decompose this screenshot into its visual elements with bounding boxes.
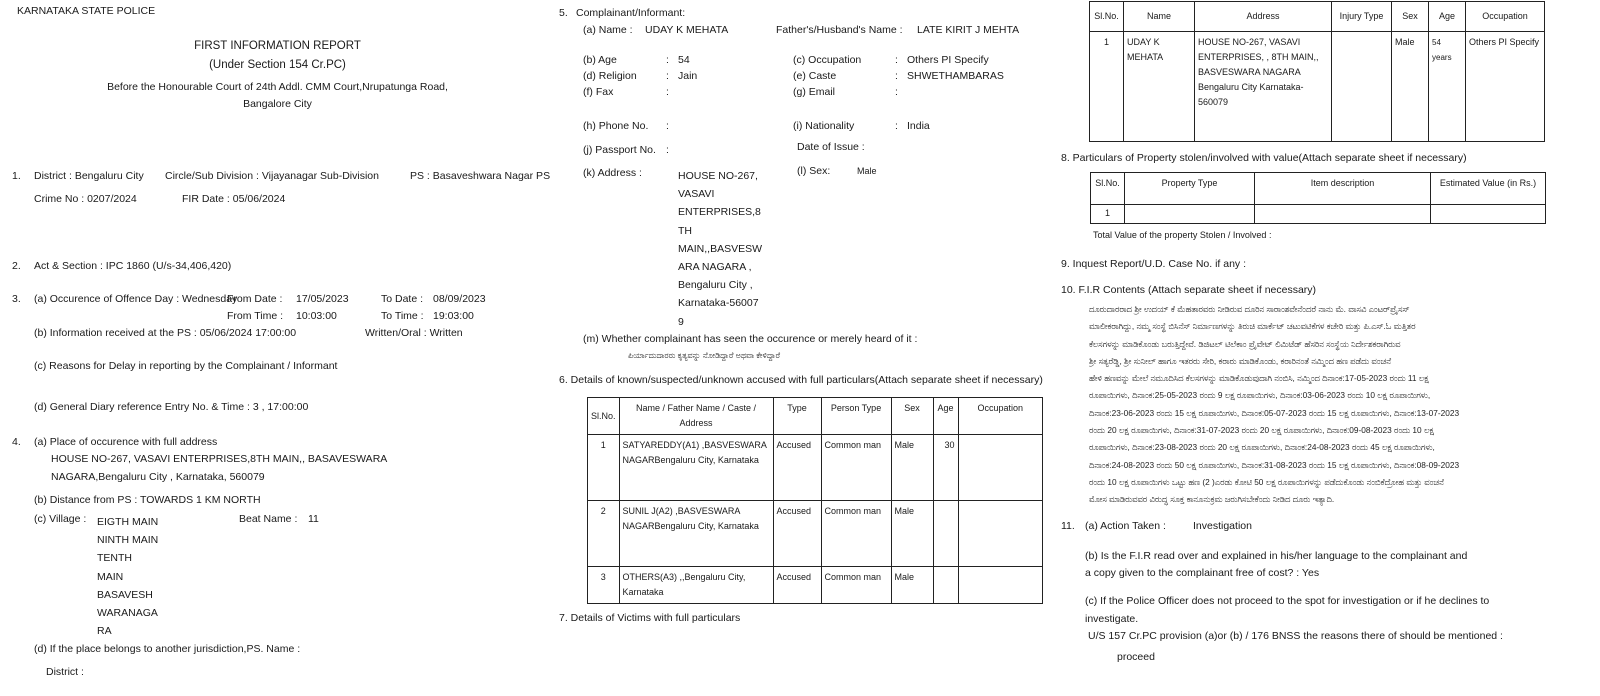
col-address: Address xyxy=(1195,2,1332,32)
col-item-description: Item description xyxy=(1255,173,1431,205)
col-occupation: Occupation xyxy=(1466,2,1545,32)
fir-line: ದಿನಾಂಕ:23-06-2023 ರಂದು 15 ಲಕ್ಷ ರೂಪಾಯಿಗಳು, ದಿನಾಂಕ:05-07-2023 ರಂದು 15 ಲಕ್ಷ ರೂಪಾಯಿಗಳು, ದಿನಾಂಕ:13-07-2023 xyxy=(1089,407,1460,418)
report-title: FIRST INFORMATION REPORT xyxy=(194,40,361,52)
passport-label: (j) Passport No. xyxy=(583,144,656,156)
accused-sex: Male xyxy=(891,435,933,501)
fir-line: ರೂಪಾಯಿಗಳು, ದಿನಾಂಕ:23-08-2023 ರಂದು 20 ಲಕ್ಷ ರೂಪಾಯಿಗಳು, ದಿನಾಂಕ:24-08-2023 ರಂದು 45 ಲಕ್ಷ ರೂಪಾಯಿಗಳು, xyxy=(1089,442,1435,453)
col-age: Age xyxy=(933,398,958,435)
fir-line: ದೂರುದಾರರಾದ ಶ್ರೀ ಉದಯ್ ಕೆ ಮೆಹತಾರವರು ನೀಡಿರುವ ದೂರಿನ ಸಾರಾಂಶವೇನೆಂದರೆ ನಾನು ಮೆ. ವಾಸವಿ ಎಂಟರ್‌ಪ್ರೈಸಸ್ xyxy=(1089,304,1410,314)
date-of-issue-label: Date of Issue : xyxy=(797,141,865,153)
fir-line: ರಂದು 10 ಲಕ್ಷ ರೂಪಾಯಿಗಳು ಒಟ್ಟು ಹಣ (2 )ಎರಡು ಕೋಟಿ 50 ಲಕ್ಷ ರೂಪಾಯಿಗಳನ್ನು ಪಡೆದುಕೊಂಡು ನಂಬಿಕೆದ್ರೋಹ ಮತ್ತು ವಂಚನೆ xyxy=(1089,476,1444,487)
col-name: Name xyxy=(1124,2,1195,32)
age-label: (b) Age xyxy=(583,54,617,66)
col-injury-type: Injury Type xyxy=(1332,2,1392,32)
court-line-1: Before the Honourable Court of 24th Addl. CMM Court,Nrupatunga Road, xyxy=(107,81,448,93)
beat-label: Beat Name : xyxy=(239,513,298,525)
property-header-row xyxy=(1091,173,1546,205)
accused-age xyxy=(933,501,958,567)
village-line: RA xyxy=(97,625,112,638)
col-occupation: Occupation xyxy=(958,398,1042,435)
accused-age xyxy=(933,567,958,604)
col-slno: Sl.No. xyxy=(1090,2,1124,32)
action-taken-label: (a) Action Taken : xyxy=(1085,520,1166,532)
inquest-report: 9. Inquest Report/U.D. Case No. if any : xyxy=(1061,258,1247,270)
complainant-title: Complainant/Informant: xyxy=(576,7,686,19)
address-line: MAIN,,BASVESW xyxy=(678,242,763,255)
info-received: (b) Information received at the PS : 05/06/2024 17:00:00 xyxy=(34,327,297,339)
fir-read-over-2: a copy given to the complainant free of cost? : Yes xyxy=(1085,567,1320,579)
fir-contents-text xyxy=(1089,301,1577,509)
accused-header-row xyxy=(588,398,1043,435)
seen-or-heard-label: (m) Whether complainant has seen the occurence or merely heard of it : xyxy=(583,333,918,345)
officer-decline-3: U/S 157 Cr.PC provision (a)or (b) / 176 BNSS the reasons there of should be mentioned : xyxy=(1088,630,1503,642)
village-label: (c) Village : xyxy=(34,513,87,525)
complainant-sex: Male xyxy=(857,166,877,176)
accused-age: 30 xyxy=(933,435,958,501)
distance-from-ps: (b) Distance from PS : TOWARDS 1 KM NORTH xyxy=(34,494,261,506)
complainant-nationality: India xyxy=(907,120,930,132)
col-type: Type xyxy=(773,398,821,435)
accused-section-title: 6. Details of known/suspected/unknown accused with full particulars(Attach separate sheet if necessary) xyxy=(559,374,1043,386)
delay-reasons: (c) Reasons for Delay in reporting by the Complainant / Informant xyxy=(34,360,338,372)
accused-table xyxy=(587,397,1043,604)
complainant-age: 54 xyxy=(678,54,690,66)
accused-occupation xyxy=(958,501,1042,567)
col-estimated-value: Estimated Value (in Rs.) xyxy=(1431,173,1546,205)
victims-header-row xyxy=(1090,2,1545,32)
religion-label: (d) Religion xyxy=(583,70,637,82)
district: District : Bengaluru City xyxy=(34,170,144,182)
from-time: 10:03:00 xyxy=(296,310,337,322)
police-station: PS : Basaveshwara Nagar PS xyxy=(410,170,551,182)
fir-line: ಮಾಲೀಕರಾಗಿದ್ದು, ನಮ್ಮ ಸಂಸ್ಥೆ ಬಿಸಿನೆಸ್ ನಿರ್ಮಾಣಗಳನ್ನು ತಿರುಚಿ ಮಾರ್ಕೆಟ್ ಚಟುವಟಿಕೆಗಳ ಕಚೇರಿ ಮತ್ತು ಪಿ.ಎಸ್.ಓ ಮತ್ತಿತರ xyxy=(1089,321,1416,332)
table-row xyxy=(588,435,1043,501)
col-sex: Sex xyxy=(891,398,933,435)
address-line: 9 xyxy=(678,315,684,328)
court-line-2: Bangalore City xyxy=(243,98,312,110)
victim-address: HOUSE NO-267, VASAVI ENTERPRISES, , 8TH MAIN,, BASVESWARA NAGARA Bengaluru City Karnataka-560079 xyxy=(1195,32,1332,142)
property-total: Total Value of the property Stolen / Involved : xyxy=(1093,230,1272,240)
accused-type: Accused xyxy=(773,567,821,604)
accused-sl: 3 xyxy=(588,567,620,604)
complainant-occupation: Others PI Specify xyxy=(907,54,989,66)
col-sex: Sex xyxy=(1392,2,1429,32)
table-row xyxy=(1090,32,1545,142)
report-subtitle: (Under Section 154 Cr.PC) xyxy=(209,59,346,71)
beat-name: 11 xyxy=(308,513,319,525)
crime-number: Crime No : 0207/2024 xyxy=(34,193,137,205)
action-taken: Investigation xyxy=(1193,520,1252,532)
col-person-type: Person Type xyxy=(821,398,891,435)
property-table xyxy=(1090,172,1546,224)
to-time: 19:03:00 xyxy=(433,310,474,322)
victim-sl: 1 xyxy=(1090,32,1124,142)
fir-line: ಹೇಳಿ ಹಣವನ್ನು ಮೇಲೆ ನಮೂದಿಸಿದ ಕೆಲಸಗಳನ್ನು ಮಾಡಿಕೊಡುವುದಾಗಿ ನಂಬಿಸಿ, ನಮ್ಮಿಂದ ದಿನಾಂಕ:17-05-2023 ರಂದು 11 ಲಕ್ಷ xyxy=(1089,373,1429,384)
village-line: BASAVESH xyxy=(97,588,153,601)
property-value xyxy=(1431,205,1546,224)
complainant-name: UDAY K MEHATA xyxy=(645,24,729,36)
village-line: MAIN xyxy=(97,570,124,583)
email-label: (g) Email xyxy=(793,86,836,98)
victim-sex: Male xyxy=(1392,32,1429,142)
place-label: (a) Place of occurence with full address xyxy=(34,436,218,448)
place-address-2: NAGARA,Bengaluru City , Karnataka, 560079 xyxy=(51,471,265,483)
accused-type: Accused xyxy=(773,435,821,501)
officer-decline-1: (c) If the Police Officer does not proceed to the spot for investigation or if he declines to xyxy=(1085,595,1490,607)
from-time-label: From Time : xyxy=(227,310,284,322)
address-line: Karnataka-56007 xyxy=(678,297,759,310)
name-label: (a) Name : xyxy=(583,24,633,36)
sec1-num: 1. xyxy=(12,170,21,182)
victim-occupation: Others PI Specify xyxy=(1466,32,1545,142)
accused-person-type: Common man xyxy=(821,435,891,501)
col-property-type: Property Type xyxy=(1125,173,1255,205)
complainant-caste: SHWETHAMBARAS xyxy=(907,70,1004,82)
accused-person-type: Common man xyxy=(821,501,891,567)
accused-sl: 1 xyxy=(588,435,620,501)
officer-decline-reason: proceed xyxy=(1117,651,1155,663)
address-line: ARA NAGARA , xyxy=(678,261,752,274)
to-date-label: To Date : xyxy=(381,293,424,305)
victim-injury xyxy=(1332,32,1392,142)
to-time-label: To Time : xyxy=(381,310,424,322)
address-line: ENTERPRISES,8 xyxy=(678,206,761,219)
village-line: TENTH xyxy=(97,552,132,565)
village-line: NINTH MAIN xyxy=(97,534,159,547)
fir-line: ರೂಪಾಯಿಗಳು, ದಿನಾಂಕ:25-05-2023 ರಂದು 9 ಲಕ್ಷ ರೂಪಾಯಿಗಳು, ದಿನಾಂಕ:03-06-2023 ರಂದು 10 ಲಕ್ಷ ರೂಪಾಯಿಗಳು, xyxy=(1089,390,1431,401)
accused-sex: Male xyxy=(891,567,933,604)
village-line: WARANAGA xyxy=(97,607,158,620)
accused-sl: 2 xyxy=(588,501,620,567)
complainant-address xyxy=(678,167,762,331)
col-age: Age xyxy=(1429,2,1466,32)
fir-line: ಕೆಲಸಗಳನ್ನು ಮಾಡಿಕೊಂಡು ಬರುತ್ತಿದ್ದೇವೆ. ಡಿಜಿಟಲ್ ಟಿಲೆಕಾಂ ಪ್ರೈವೇಟ್ ಲಿಮಿಟೆಡ್ ಹೆಸರಿನ ಸಂಸ್ಥೆಯ ನಿರ್ದೇಶಕರಾಗಿರುವ xyxy=(1089,338,1401,349)
fir-line: ದಿನಾಂಕ:24-08-2023 ರಂದು 50 ಲಕ್ಷ ರೂಪಾಯಿಗಳು, ದಿನಾಂಕ:31-08-2023 ರಂದು 15 ಲಕ್ಷ ರೂಪಾಯಿಗಳು, ದಿನಾಂಕ:08-09-2023 xyxy=(1089,459,1460,470)
fir-contents-title: 10. F.I.R Contents (Attach separate sheet if necessary) xyxy=(1061,284,1317,296)
village-lines xyxy=(97,513,158,640)
victim-name: UDAY K MEHATA xyxy=(1124,32,1195,142)
accused-type: Accused xyxy=(773,501,821,567)
fir-document: KARNATAKA STATE POLICE FIRST INFORMATION REPORT (Under Section 154 Cr.PC) Before the Honourable Court of 24th Addl. CMM Court,Nrupatunga Road, Bangalore City 1. District : Bengaluru City Circle/Sub Division : Vijayanagar Sub-Division PS : Basaveshwara Nagar PS Crime No : 0207/2024 FIR Date : 05/06/2024 2. Act & Section : IPC 1860 (U/s-34,406,420) 3. (a) Occurence of Offence Day : Wednesday From Date : 17/05/2023 To Date : 08/09/2023 From Time : 10:03:00 To Time : 19:03:00 (b) Information received at the PS : 05/06/2024 17:00:00 Written/Oral : Written (c) Reasons for Delay in reporting by the Complainant / Informant (d) General Diary reference Entry No. & Time : 3 , 17:00:00 4. (a) Place of occurence with full address HOUSE NO-267, VASAVI ENTERPRISES,8TH MAIN,, BASAVESWARA NAGARA,Bengaluru City , Karnataka, 560079 (b) Distance from PS : TOWARDS 1 KM NORTH (c) Village : EIGTH MAIN NINTH MAIN TENTH MAIN BASAVESH WARANAGA RA Beat Name : 11 (d) If the place belongs to another jurisdiction,PS. Name : District : 5. Complainant/Informant: (a) Name : UDAY K MEHATA Father's/Husband's Name : LATE KIRIT J MEHTA (b) Age : 54 (c) Occupation : Others PI Specify (d) Religion : Jain (e) Caste : SHWETHAMBARAS (f) Fax : (g) Email : (h) Phone No. : (i) Nationality : India Date of Issue : (j) Passport No. : (k) Address : HOUSE NO-267, VASAVI ENTERPRISES,8 TH MAIN,,BASVESW ARA NAGARA , Bengaluru City , Karnataka-56007 9 (l) Sex: Male (m) Whether complainant has seen the occurence or merely heard of it : ಪಿರ್ಯಾದುದಾರರು ಕೃತ್ಯವನ್ನು ನೋಡಿದ್ದಾರೆ ಅಥವಾ ಕೇಳಿದ್ದಾರೆ 6. Details of known/suspected/unknown accused with full particulars(Attach separate sheet if necessary) Sl.No. Name / Father Name / Caste / Address Type Person Type Sex Age Occupation 1 SATYAREDDY(A1) ,BASVESWARA NAGARBengaluru City, Karnataka Accused Common man Male 30 2 SUNIL J(A2) ,BASVESWARA NAGARBengaluru City, Karnataka Accused Common man Male 3 OTHERS(A3) ,,Bengaluru City, Karnataka Accused Common man Male 7. Details of Victims with full particulars Sl.No. Name Address Injury Type Sex Age Occupation 1 UDAY K MEHATA HOUSE NO-267, VASAVI ENTERPRISES, , 8TH MAIN,, BASVESWARA NAGARA Bengaluru City Karnataka-560079 Male 54 years Others PI Specify 8. Particulars of Property stolen/involved with value(Attach separate sheet if necessary) Sl.No. Property Type Item description Estimated Value (in Rs.) 1 Total Value of the property Stolen / Involved : 9. Inquest Report/U.D. Case No. if any : 10. F.I.R Contents (Attach separate sheet if necessary) ದೂರುದಾರರಾದ ಶ್ರೀ ಉದಯ್ ಕೆ ಮೆಹತಾರವರು ನೀಡಿರುವ ದೂರಿನ ಸಾರಾಂಶವೇನೆಂದರೆ ನಾನು ಮೆ. ವಾಸವಿ ಎಂಟರ್‌ಪ್ರೈಸಸ್ ಮಾಲೀಕರಾಗಿದ್ದು, ನಮ್ಮ ಸಂಸ್ಥೆ ಬಿಸಿನೆಸ್ ನಿರ್ಮಾಣಗಳನ್ನು ತಿರುಚಿ ಮಾರ್ಕೆಟ್ ಚಟುವಟಿಕೆಗಳ ಕಚೇರಿ ಮತ್ತು ಪಿ.ಎಸ್.ಓ ಮತ್ತಿತರ ಕೆಲಸಗಳನ್ನು ಮಾಡಿಕೊಂಡು ಬರುತ್ತಿದ್ದೇವೆ. ಡಿಜಿಟಲ್ ಟಿಲೆಕಾಂ ಪ್ರೈವೇಟ್ ಲಿಮಿಟೆಡ್ ಹೆಸರಿನ ಸಂಸ್ಥೆಯ ನಿರ್ದೇಶಕರಾಗಿರುವ ಶ್ರೀ ಸತ್ಯರೆಡ್ಡಿ, ಶ್ರೀ ಸುನೀಲ್ ಹಾಗೂ ಇತರರು ಸೇರಿ, ಕರಾರು ಮಾಡಿಕೊಂಡು, ಕರಾರಿನಂತೆ ನಮ್ಮಿಂದ ಹಣ ಪಡೆದು ವಂಚನೆ ಹೇಳಿ ಹಣವನ್ನು ಮೇಲೆ ನಮೂದಿಸಿದ ಕೆಲಸಗಳನ್ನು ಮಾಡಿಕೊಡುವುದಾಗಿ ನಂಬಿಸಿ, ನಮ್ಮಿಂದ ದಿನಾಂಕ:17-05-2023 ರಂದು 11 ಲಕ್ಷ ರೂಪಾಯಿಗಳು, ದಿನಾಂಕ:25-05-2023 ರಂದು 9 ಲಕ್ಷ ರೂಪಾಯಿಗಳು, ದಿನಾಂಕ:03-06-2023 ರಂದು 10 ಲಕ್ಷ ರೂಪಾಯಿಗಳು, ದಿನಾಂಕ:23-06-2023 ರಂದು 15 ಲಕ್ಷ ರೂಪಾಯಿಗಳು, ದಿನಾಂಕ:05-07-2023 ರಂದು 15 ಲಕ್ಷ ರೂಪಾಯಿಗಳು, ದಿನಾಂಕ:13-07-2023 ರಂದು 20 ಲಕ್ಷ ರೂಪಾಯಿಗಳು, ದಿನಾಂಕ:31-07-2023 ರಂದು 20 ಲಕ್ಷ ರೂಪಾಯಿಗಳು, ದಿನಾಂಕ:09-08-2023 ರಂದು 10 ಲಕ್ಷ ರೂಪಾಯಿಗಳು, ದಿನಾಂಕ:23-08-2023 ರಂದು 20 ಲಕ್ಷ ರೂಪಾಯಿಗಳು, ದಿನಾಂಕ:24-08-2023 ರಂದು 45 ಲಕ್ಷ ರೂಪಾಯಿಗಳು, ದಿನಾಂಕ:24-08-2023 ರಂದು 50 ಲಕ್ಷ ರೂಪಾಯಿಗಳು, ದಿನಾಂಕ:31-08-2023 ರಂದು 15 ಲಕ್ಷ ರೂಪಾಯಿಗಳು, ದಿನಾಂಕ:08-09-2023 ರಂದು 10 ಲಕ್ಷ ರೂಪಾಯಿಗಳು ಒಟ್ಟು ಹಣ (2 )ಎರಡು ಕೋಟಿ 50 ಲಕ್ಷ ರೂಪಾಯಿಗಳನ್ನು ಪಡೆದುಕೊಂಡು ನಂಬಿಕೆದ್ರೋಹ ಮತ್ತು ವಂಚನೆ ಮೋಸ ಮಾಡಿರುವವರ ವಿರುದ್ಧ ಸೂಕ್ತ ಕಾನೂನುಕ್ರಮ ಜರುಗಿಸಬೇಕೆಂದು ನೀಡಿದ ದೂರು ಇತ್ಯಾದಿ. 11. (a) Action Taken : Investigation (b) Is the F.I.R read over and explained in his/her language to the complainant and a copy given to the complainant free of cost? : Yes (c) If the Police Officer does not proceed to the spot for investigation or if he declines to investigate. U/S 157 Cr.PC provision (a)or (b) / 176 BNSS the reasons there of should be mentioned : proceed xyxy=(0,0,1600,696)
property-type xyxy=(1125,205,1255,224)
written-oral: Written/Oral : Written xyxy=(365,327,463,339)
jurisdiction-district: District : xyxy=(46,666,84,678)
fir-date: FIR Date : 05/06/2024 xyxy=(182,193,286,205)
address-label: (k) Address : xyxy=(583,167,642,179)
accused-name: SUNIL J(A2) ,BASVESWARA NAGARBengaluru City, Karnataka xyxy=(619,501,773,567)
victims-table xyxy=(1089,1,1545,142)
address-line: HOUSE NO-267, xyxy=(678,170,758,182)
complainant-religion: Jain xyxy=(678,70,698,82)
other-jurisdiction: (d) If the place belongs to another jurisdiction,PS. Name : xyxy=(34,643,301,655)
officer-decline-2: investigate. xyxy=(1085,613,1139,625)
act-section: Act & Section : IPC 1860 (U/s-34,406,420) xyxy=(34,260,232,272)
from-date: 17/05/2023 xyxy=(296,293,349,305)
victim-age: 54 years xyxy=(1429,32,1466,142)
accused-sex: Male xyxy=(891,501,933,567)
col-slno: Sl.No. xyxy=(1091,173,1125,205)
phone-label: (h) Phone No. xyxy=(583,120,649,132)
sex-label: (l) Sex: xyxy=(797,165,831,177)
accused-occupation xyxy=(958,567,1042,604)
nationality-label: (i) Nationality xyxy=(793,120,855,132)
seen-or-heard-answer: ಪಿರ್ಯಾದುದಾರರು ಕೃತ್ಯವನ್ನು ನೋಡಿದ್ದಾರೆ ಅಥವಾ ಕೇಳಿದ್ದಾರೆ xyxy=(628,351,781,360)
accused-name: SATYAREDDY(A1) ,BASVESWARA NAGARBengaluru City, Karnataka xyxy=(619,435,773,501)
fax-label: (f) Fax xyxy=(583,86,614,98)
col-name: Name / Father Name / Caste / Address xyxy=(619,398,773,435)
org-name: KARNATAKA STATE POLICE xyxy=(17,5,156,17)
property-description xyxy=(1255,205,1431,224)
father-label: Father's/Husband's Name : xyxy=(776,24,903,36)
address-line: VASAVI xyxy=(678,188,715,201)
victims-section-title: 7. Details of Victims with full particulars xyxy=(559,612,741,624)
sec2-num: 2. xyxy=(12,260,21,272)
address-line: TH xyxy=(678,224,692,237)
village-line: EIGTH MAIN xyxy=(97,516,159,528)
sec11-num: 11. xyxy=(1061,520,1075,532)
address-line: Bengaluru City , xyxy=(678,279,753,292)
father-name: LATE KIRIT J MEHTA xyxy=(917,24,1020,36)
sec5-num: 5. xyxy=(559,7,568,19)
fir-line: ಮೋಸ ಮಾಡಿರುವವರ ವಿರುದ್ಧ ಸೂಕ್ತ ಕಾನೂನುಕ್ರಮ ಜರುಗಿಸಬೇಕೆಂದು ನೀಡಿದ ದೂರು ಇತ್ಯಾದಿ. xyxy=(1089,494,1335,505)
from-date-label: From Date : xyxy=(227,293,283,305)
col-slno: Sl.No. xyxy=(588,398,620,435)
occupation-label: (c) Occupation xyxy=(793,54,862,66)
table-row xyxy=(588,501,1043,567)
property-section-title: 8. Particulars of Property stolen/involved with value(Attach separate sheet if necessary) xyxy=(1061,152,1467,164)
fir-read-over-1: (b) Is the F.I.R read over and explained in his/her language to the complainant and xyxy=(1085,550,1468,562)
accused-occupation xyxy=(958,435,1042,501)
to-date: 08/09/2023 xyxy=(433,293,486,305)
accused-person-type: Common man xyxy=(821,567,891,604)
circle-subdivision: Circle/Sub Division : Vijayanagar Sub-Division xyxy=(165,170,379,182)
offence-day: (a) Occurence of Offence Day : Wednesday xyxy=(34,293,238,305)
general-diary: (d) General Diary reference Entry No. & Time : 3 , 17:00:00 xyxy=(34,401,309,413)
sec4-num: 4. xyxy=(12,436,21,448)
sec3-num: 3. xyxy=(12,293,21,305)
table-row xyxy=(1091,205,1546,224)
table-row xyxy=(588,567,1043,604)
fir-line: ಶ್ರೀ ಸತ್ಯರೆಡ್ಡಿ, ಶ್ರೀ ಸುನೀಲ್ ಹಾಗೂ ಇತರರು ಸೇರಿ, ಕರಾರು ಮಾಡಿಕೊಂಡು, ಕರಾರಿನಂತೆ ನಮ್ಮಿಂದ ಹಣ ಪಡೆದು ವಂಚನೆ xyxy=(1089,355,1392,366)
property-sl: 1 xyxy=(1091,205,1125,224)
accused-name: OTHERS(A3) ,,Bengaluru City, Karnataka xyxy=(619,567,773,604)
caste-label: (e) Caste xyxy=(793,70,837,82)
fir-line: ರಂದು 20 ಲಕ್ಷ ರೂಪಾಯಿಗಳು, ದಿನಾಂಕ:31-07-2023 ರಂದು 20 ಲಕ್ಷ ರೂಪಾಯಿಗಳು, ದಿನಾಂಕ:09-08-2023 ರಂದು 10 ಲಕ್ಷ xyxy=(1089,425,1434,436)
place-address-1: HOUSE NO-267, VASAVI ENTERPRISES,8TH MAIN,, BASAVESWARA xyxy=(51,453,388,465)
